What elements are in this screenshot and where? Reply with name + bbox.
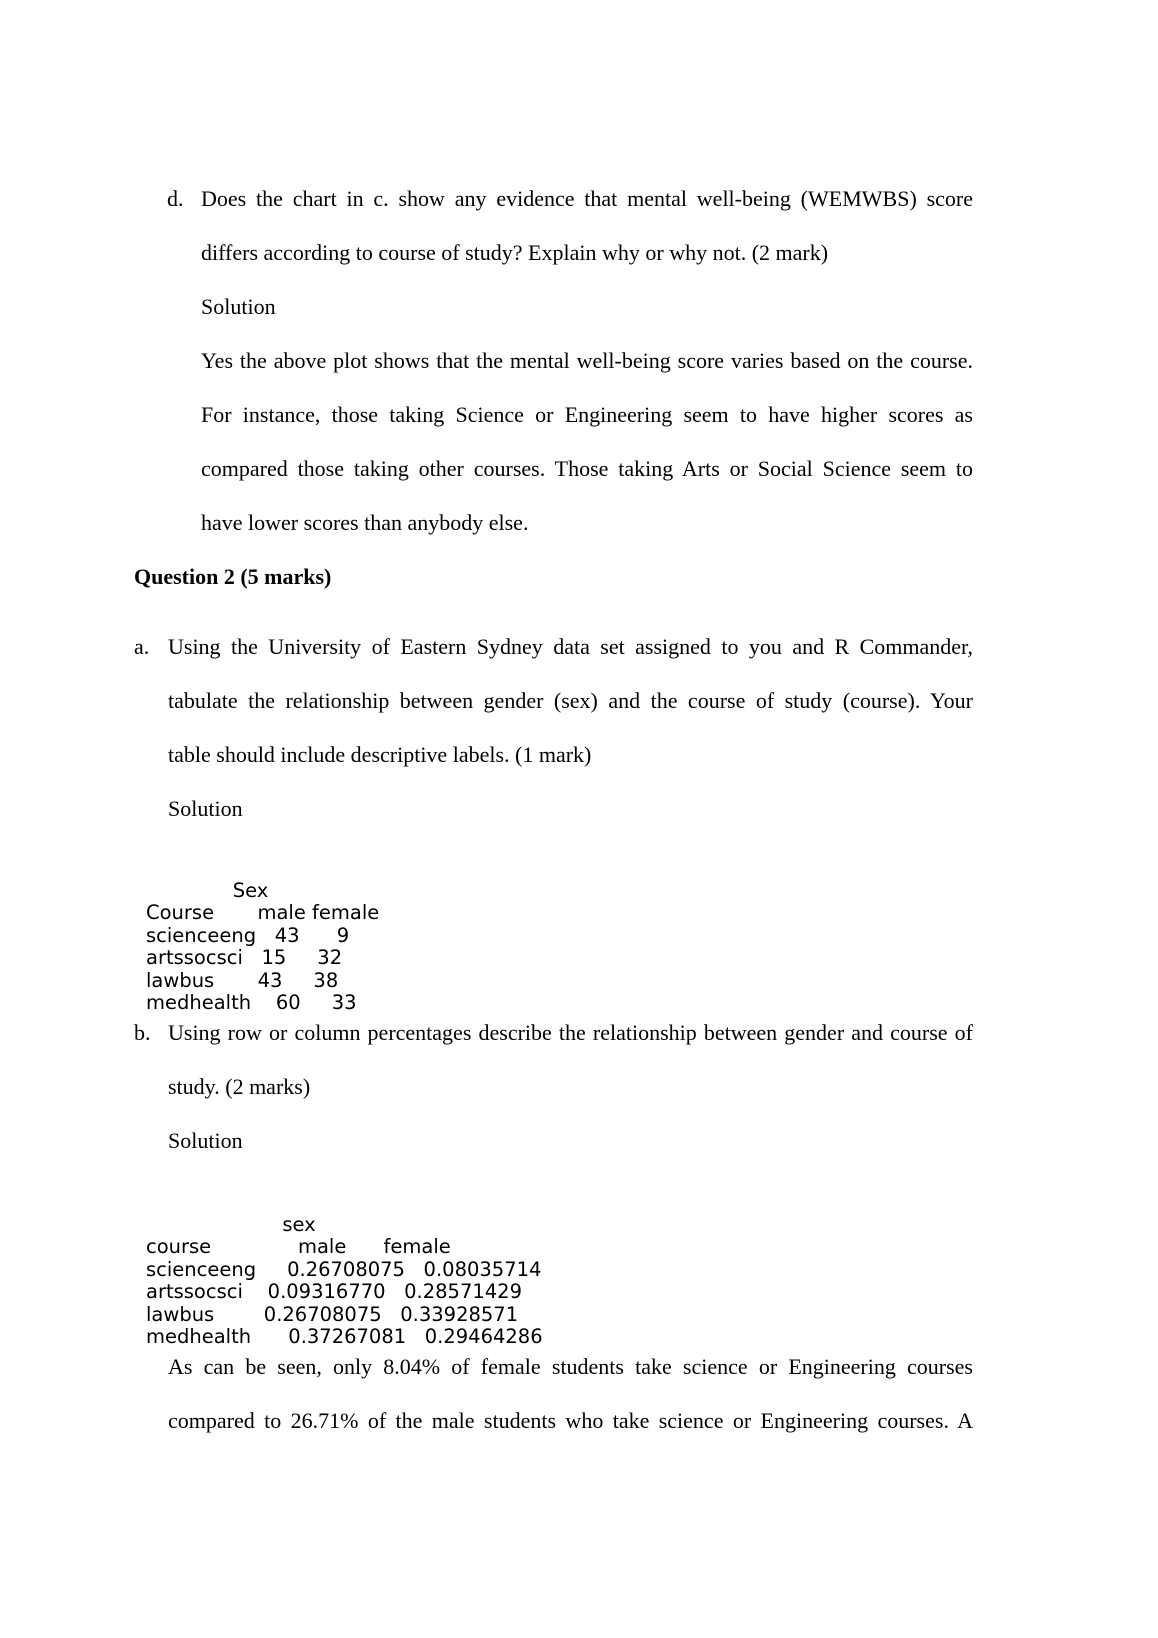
question-2a-line-2: tabulate the relationship between gender (sex) and the course of study (course). Your [168, 688, 973, 713]
solution-label-d: Solution [201, 294, 276, 319]
question-2a-text [168, 620, 973, 836]
table-row: course male female [146, 1235, 451, 1258]
table-row: scienceeng 43 9 [146, 923, 350, 947]
list-marker-d: d. [167, 186, 184, 211]
list-marker-a: a. [134, 634, 150, 659]
table-row: sex [146, 1212, 316, 1236]
table-row: lawbus 0.26708075 0.33928571 [146, 1302, 519, 1326]
table-row: artssocsci 0.09316770 0.28571429 [146, 1280, 522, 1303]
question-2a-line-1: Using the University of Eastern Sydney data set assigned to you and R Commander, [168, 634, 973, 659]
table-row: scienceeng 0.26708075 0.08035714 [146, 1257, 542, 1281]
question-2-heading: Question 2 (5 marks) [134, 564, 332, 589]
table-row: lawbus 43 38 [146, 968, 339, 992]
solution-label-2a: Solution [168, 796, 243, 821]
table-row: medhealth 60 33 [146, 991, 357, 1014]
question-2b-line-2: study. (2 marks) [168, 1074, 311, 1099]
table-row: Course male female [146, 901, 380, 924]
answer-d-line-4: have lower scores than anybody else. [201, 510, 529, 535]
question-2a-line-3: table should include descriptive labels. (1 mark) [168, 742, 592, 767]
question-d-text [201, 172, 973, 550]
question-2b-line-1: Using row or column percentages describe the relationship between gender and course of [168, 1020, 973, 1045]
question-2b-text [168, 1006, 973, 1168]
solution-label-2b: Solution [168, 1128, 243, 1153]
question-d-line-2: differs according to course of study? Explain why or why not. (2 mark) [201, 240, 829, 265]
table-row: medhealth 0.37267081 0.29464286 [146, 1325, 543, 1348]
list-marker-b: b. [134, 1020, 151, 1045]
answer-d-line-2: For instance, those taking Science or Engineering seem to have higher scores as [201, 402, 973, 427]
answer-2b-line-2: compared to 26.71% of the male students who take science or Engineering courses. A [168, 1408, 973, 1433]
table-row: artssocsci 15 32 [146, 946, 343, 969]
table-row: Sex [146, 878, 269, 902]
answer-2b-line-1: As can be seen, only 8.04% of female students take science or Engineering courses [168, 1354, 973, 1379]
answer-d-line-3: compared those taking other courses. Those taking Arts or Social Science seem to [201, 456, 973, 481]
answer-d-line-1: Yes the above plot shows that the mental well-being score varies based on the course. [201, 348, 973, 373]
question-d-line-1: Does the chart in c. show any evidence that mental well-being (WEMWBS) score [201, 186, 973, 211]
answer-2b-text [168, 1340, 973, 1448]
